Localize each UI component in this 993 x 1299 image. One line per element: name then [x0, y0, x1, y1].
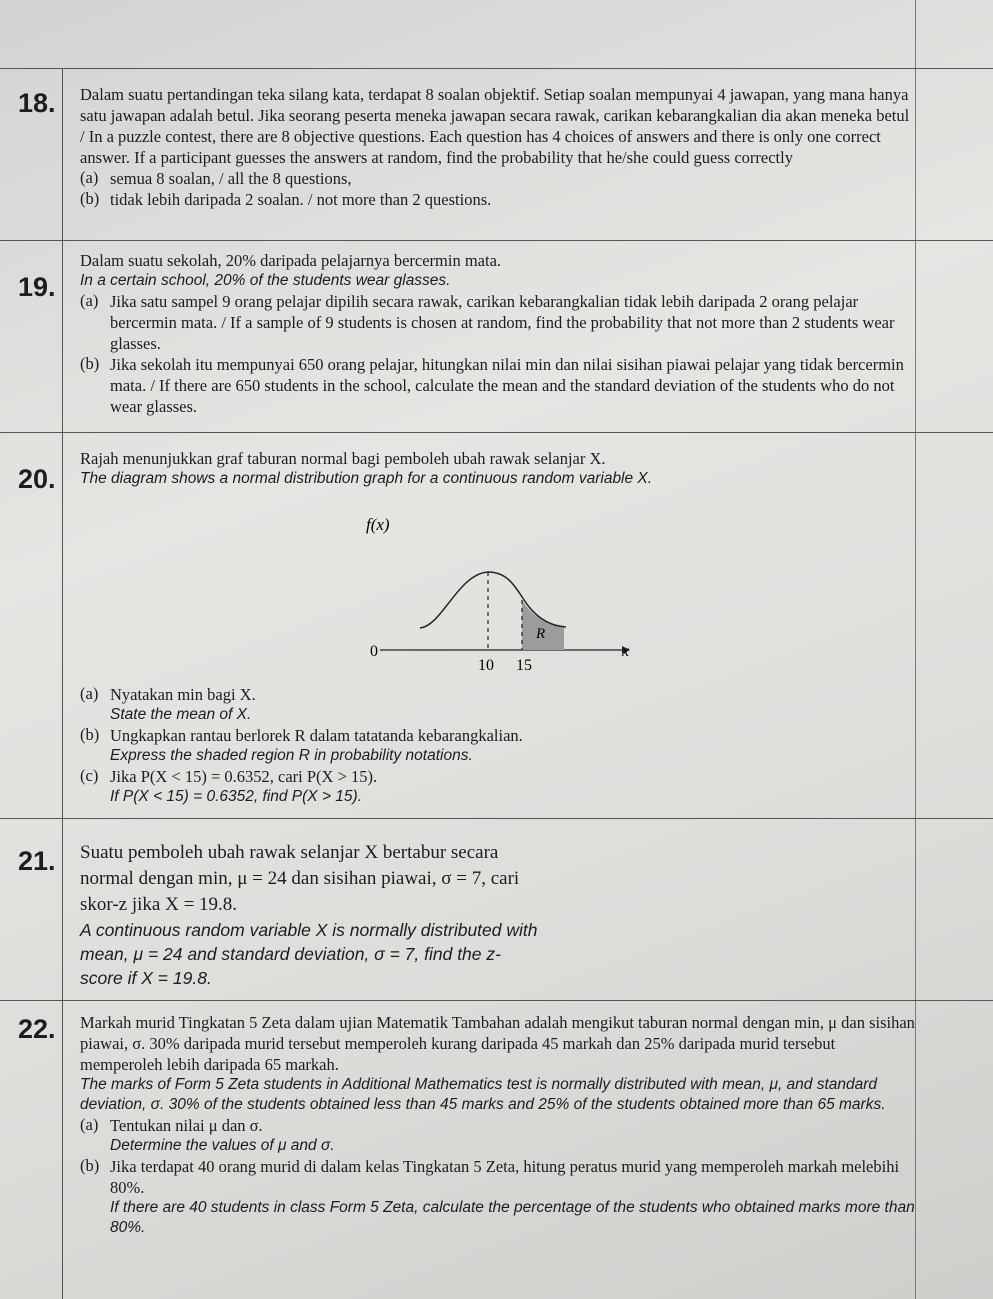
- question-text: Markah murid Tingkatan 5 Zeta dalam ujian Matematik Tambahan adalah mengikut taburan normal dengan min, μ dan sisihan piawai, σ. 30% daripada murid tersebut memperoleh kurang daripada 45 markah dan 25% daripada murid tersebut memperoleh lebih daripada 65 markah.: [80, 1013, 915, 1074]
- part-label: (c): [80, 766, 99, 785]
- part-text-english: Express the shaded region R in probability notations.: [110, 747, 473, 764]
- part-text: tidak lebih daripada 2 soalan. / not more than 2 questions.: [110, 190, 492, 209]
- question-text-english: In a certain school, 20% of the students wear glasses.: [80, 272, 451, 289]
- part-b: [80, 354, 915, 417]
- question-text: Rajah menunjukkan graf taburan normal bagi pemboleh ubah rawak selanjar X.: [80, 449, 606, 468]
- row-divider: [0, 818, 993, 819]
- normal-curve: [420, 572, 566, 628]
- part-a: [80, 168, 915, 189]
- question-20-parts: [80, 684, 915, 807]
- part-text-english: State the mean of X.: [110, 706, 252, 723]
- column-divider: [62, 68, 63, 1299]
- question-number: 21.: [18, 846, 56, 876]
- question-22: [80, 1012, 915, 1238]
- question-20-intro: [80, 448, 915, 489]
- part-text: Jika P(X < 15) = 0.6352, cari P(X > 15).: [110, 767, 378, 786]
- part-label: (a): [80, 684, 99, 703]
- part-text: Jika terdapat 40 orang murid di dalam kelas Tingkatan 5 Zeta, hitung peratus murid yang memperoleh markah melebihi 80%.: [110, 1157, 900, 1197]
- part-text: Tentukan nilai μ dan σ.: [110, 1116, 263, 1135]
- question-text: Dalam suatu pertandingan teka silang kata, terdapat 8 soalan objektif. Setiap soalan mempunyai 4 jawapan, yang mana hanya satu jawapan adalah betul. Jika seorang peserta meneka jawapan secara rawak, carikan kebarangkalian dia akan meneka betul / In a puzzle contest, there are 8 objective questions. Each question has 4 choices of answers and there is only one correct answer. If a participant guesses the answers at random, find the probability that he/she could guess correctly: [80, 85, 910, 167]
- question-number: 18.: [18, 88, 56, 118]
- question-text-english: A continuous random variable X is normally distributed with mean, μ = 24 and standard deviation, σ = 7, find the z-score if X = 19.8.: [80, 920, 538, 988]
- part-b: [80, 725, 915, 766]
- part-c: [80, 766, 915, 807]
- part-text-english: Determine the values of μ and σ.: [110, 1137, 335, 1154]
- part-label: (b): [80, 725, 100, 744]
- question-21: [80, 840, 540, 990]
- x-axis-label: x: [622, 643, 630, 660]
- part-text: Nyatakan min bagi X.: [110, 685, 256, 704]
- part-a: [80, 684, 915, 725]
- part-label: (b): [80, 354, 100, 373]
- part-label: (b): [80, 189, 100, 208]
- part-b: [80, 1156, 915, 1238]
- question-text-english: The marks of Form 5 Zeta students in Additional Mathematics test is normally distributed with mean, μ, and standard deviation, σ. 30% of the students obtained less than 45 marks and 25% of the students obtained more than 65 marks.: [80, 1076, 886, 1113]
- origin-label: 0: [370, 643, 378, 660]
- part-text-english: If there are 40 students in class Form 5 Zeta, calculate the percentage of the students who obtained marks more than 80%.: [110, 1199, 915, 1236]
- part-a: [80, 1115, 915, 1156]
- question-number: 19.: [18, 272, 56, 302]
- part-b: [80, 189, 915, 210]
- question-text: Dalam suatu sekolah, 20% daripada pelajarnya bercermin mata.: [80, 251, 502, 270]
- question-text: Suatu pemboleh ubah rawak selanjar X bertabur secara normal dengan min, μ = 24 dan sisihan piawai, σ = 7, cari skor-z jika X = 19.8.: [80, 842, 520, 915]
- y-axis-label: f(x): [366, 515, 390, 534]
- part-text: Jika sekolah itu mempunyai 650 orang pelajar, hitungkan nilai min dan nilai sisihan piawai pelajar yang tidak bercermin mata. / If there are 650 students in the school, calculate the mean and the standard deviation of the students who do not wear glasses.: [110, 355, 904, 416]
- region-label: R: [536, 626, 546, 642]
- part-label: (a): [80, 168, 99, 187]
- question-number: 20.: [18, 464, 56, 494]
- row-divider: [0, 432, 993, 433]
- part-text: Ungkapkan rantau berlorek R dalam tatatanda kebarangkalian.: [110, 726, 523, 745]
- normal-distribution-figure: [360, 510, 640, 690]
- part-text: Jika satu sampel 9 orang pelajar dipilih secara rawak, carikan kebarangkalian tidak lebih daripada 2 orang pelajar bercermin mata. / If a sample of 9 students is chosen at random, find the probability that not more than 2 students wear glasses.: [110, 292, 895, 353]
- row-divider: [0, 240, 993, 241]
- part-label: (b): [80, 1156, 100, 1175]
- row-divider: [0, 68, 993, 69]
- question-18: [80, 84, 915, 210]
- tick-label: 15: [516, 657, 532, 674]
- row-divider: [0, 1000, 993, 1001]
- part-text-english: If P(X < 15) = 0.6352, find P(X > 15).: [110, 788, 363, 805]
- part-text: semua 8 soalan, / all the 8 questions,: [110, 169, 352, 188]
- part-a: [80, 291, 915, 354]
- part-label: (a): [80, 1115, 99, 1134]
- question-number: 22.: [18, 1014, 56, 1044]
- right-border: [915, 0, 916, 1299]
- part-label: (a): [80, 291, 99, 310]
- question-text-english: The diagram shows a normal distribution graph for a continuous random variable X.: [80, 470, 653, 487]
- tick-label: 10: [478, 657, 494, 674]
- question-19: [80, 250, 915, 417]
